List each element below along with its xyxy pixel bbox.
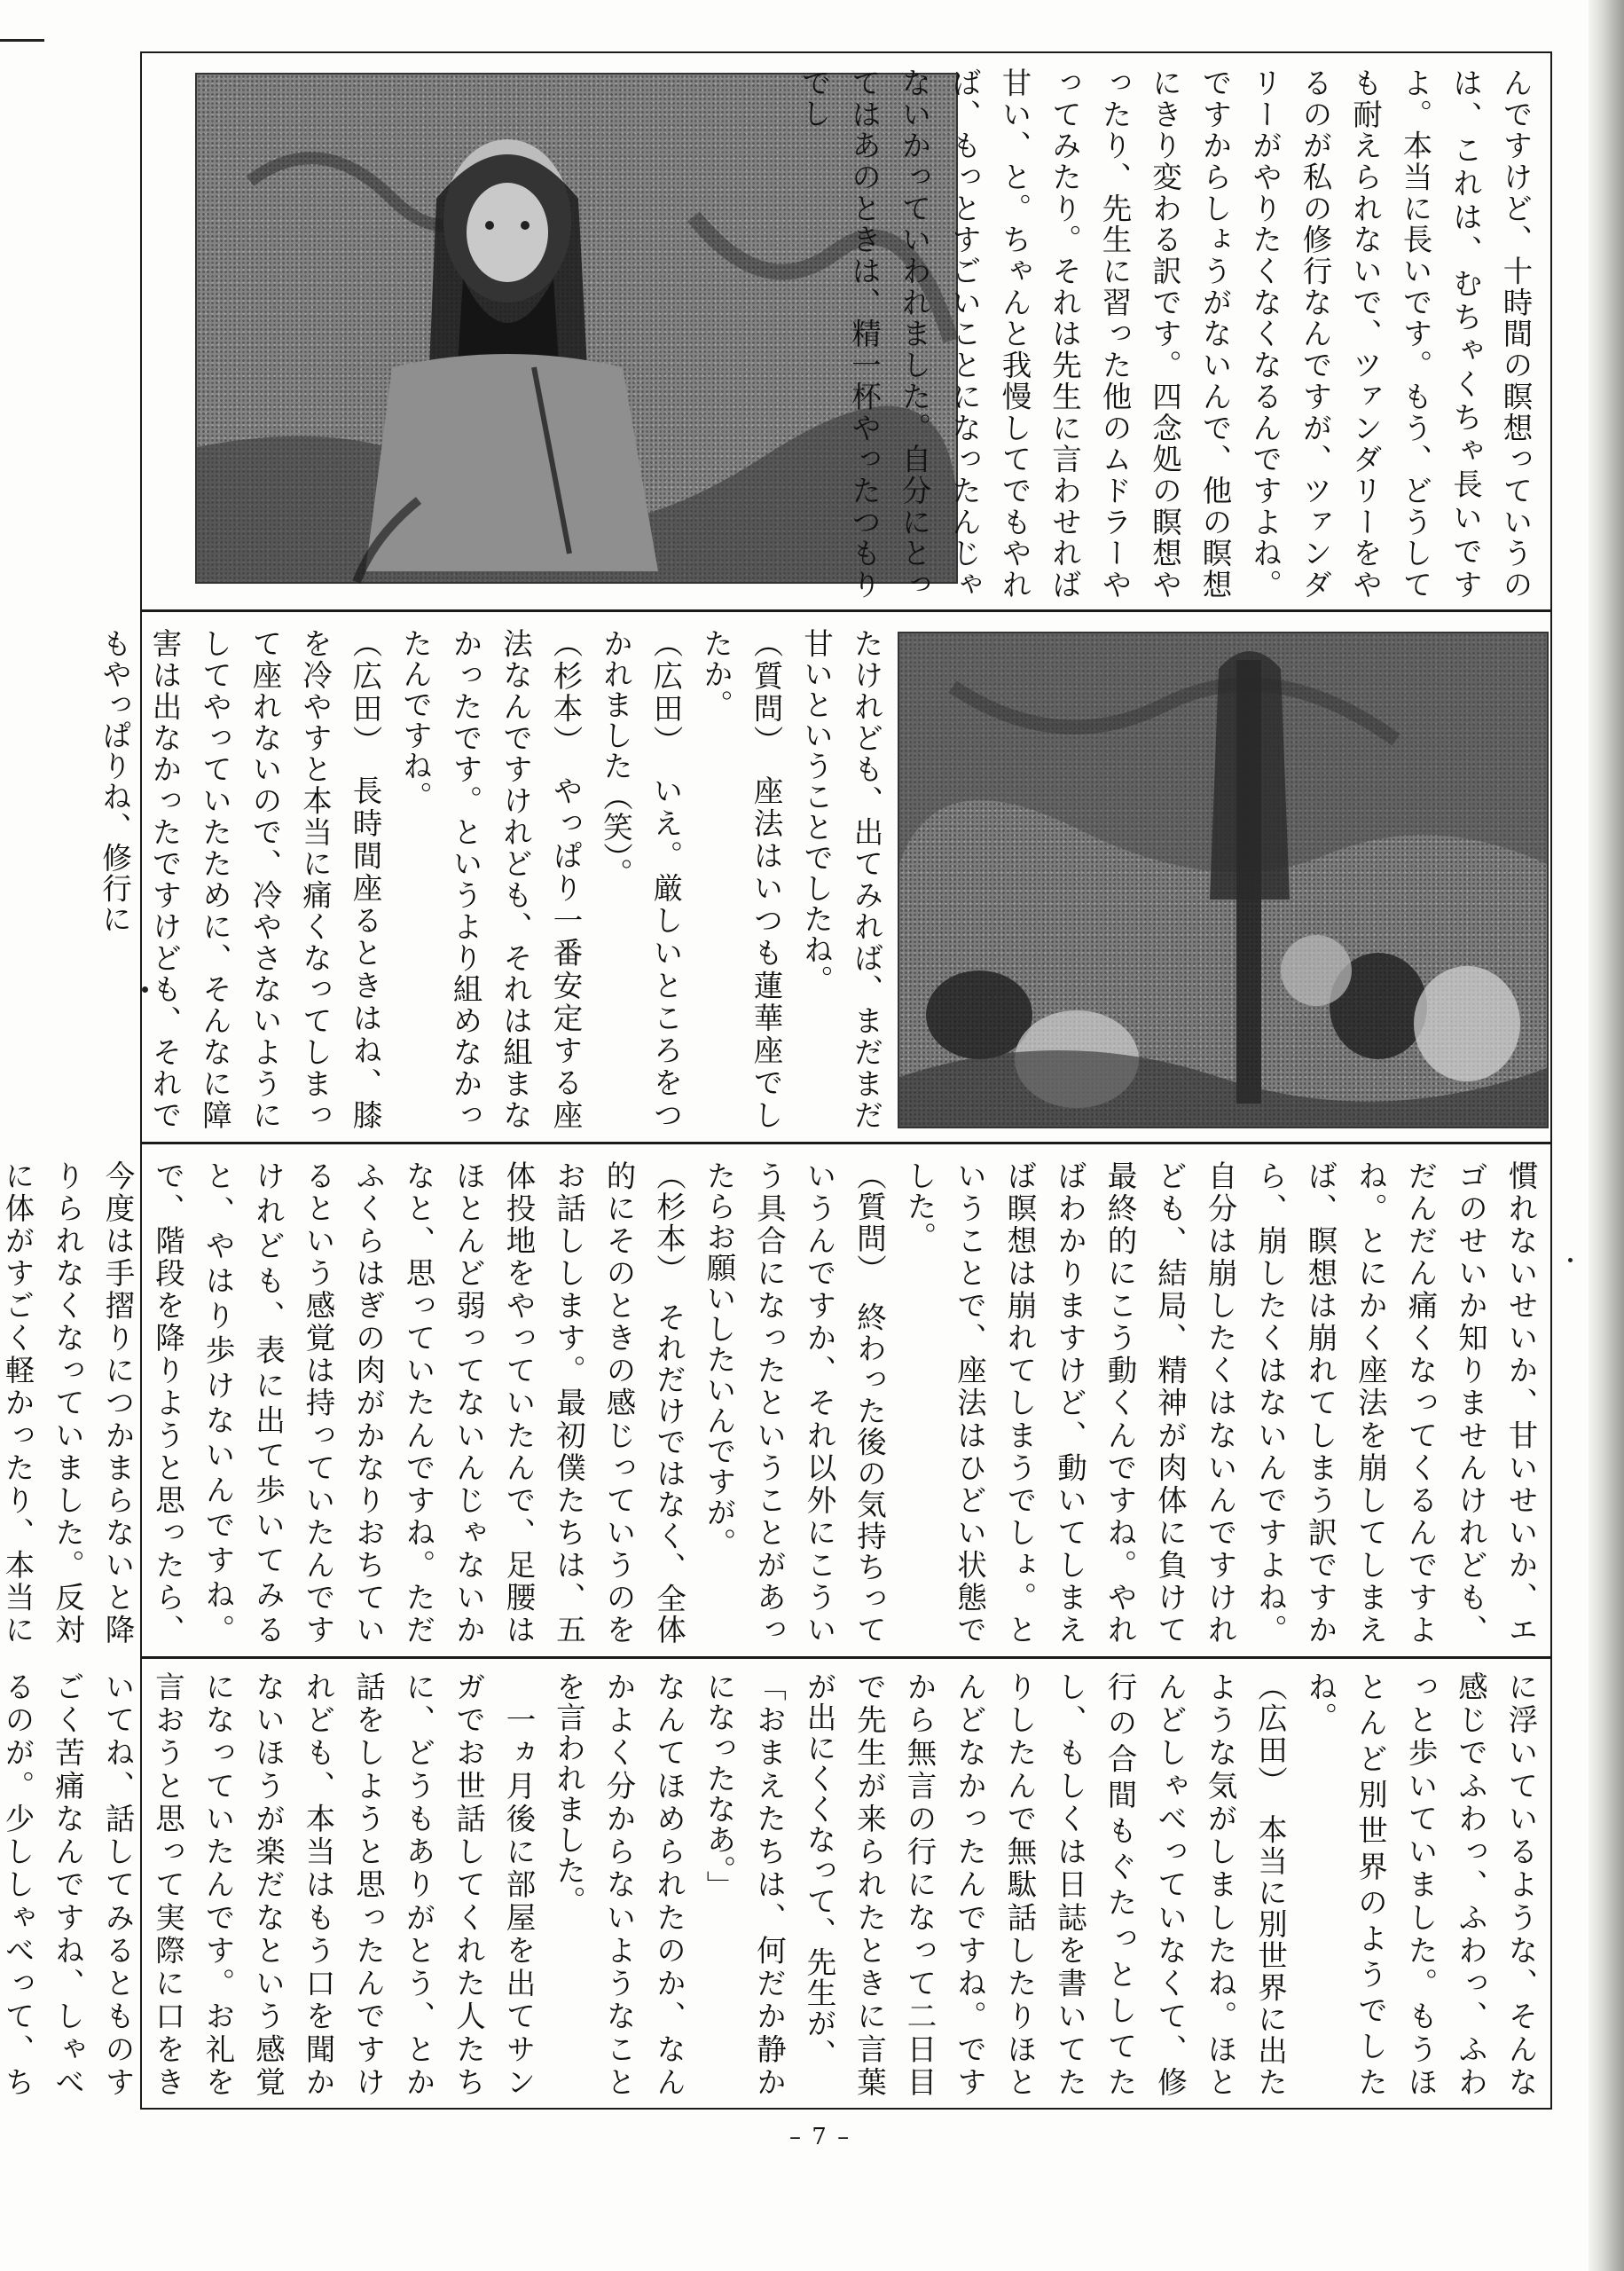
section-2 bbox=[97, 612, 1550, 1144]
section-1 bbox=[142, 53, 1550, 612]
article-text-column-4: に浮いているような、そんな感じでふわっ、ふわっ、ふわっと歩いていました。もうほとんど別世界のようでしたね。 （広田） 本当に別世界に出たような気がしましたね。ほとんどしゃべっていなくて、修行の合間もぐたっとしてたし、もしくは日誌を書いてたりしたんで無駄話したりほとんどなかったんですね。ですから無言の行になって二日目で先生が来られたときに言葉が出にくくなって、先生が、 「おまえたちは、何だか静かになったなあ。」 なんてほめられたのか、なんかよく分からないようなことを言われました。 一ヵ月後に部屋を出てサンガでお世話してくれた人たちに、どうもありがとう、とか話をしようと思ったんですけれども、本当はもう口を聞かないほうが楽だなという感覚になっていたんです。お礼を言おうと思って実際に口をきいてね、話してみるとものすごく苦痛なんですね、しゃべるのが。少ししゃべって、ち bbox=[0, 1671, 1538, 2097]
page-edge-shadow bbox=[1589, 0, 1624, 2271]
photo-group-scene bbox=[898, 632, 1549, 1128]
margin-dot bbox=[1568, 1258, 1573, 1262]
article-frame bbox=[0, 51, 1552, 2110]
page-number: – 7 – bbox=[789, 2124, 851, 2150]
article-text-column-2: たけれども、出てみれば、まだまだ甘いということでしたね。 （質問） 座法はいつも蓮華座でしたか。 （広田） いえ。厳しいところをつかれました（笑）。 （杉本） やっぱり一番安定する座法なんですけれども、それは組まなかったです。というより組めなかったんですね。 （広田） 長時間座るときはね、膝を冷やすと本当に痛くなってしまって座れないので、冷やさないようにしてやっていたために、そんなに障害は出なかったですけども、それでもやっぱりね、修行に bbox=[97, 628, 883, 1130]
section-4 bbox=[0, 1659, 1550, 2108]
binding-mark bbox=[0, 39, 44, 42]
article-text-column-3: 慣れないせいか、甘いせいか、エゴのせいか知りませんけれども、だんだん痛くなってくるんですよね。とにかく座法を崩してしまえば、瞑想は崩れてしまう訳ですから、崩したくはないんですよね。自分は崩したくはないんですけれども、結局、精神が肉体に負けて最終的にこう動くんですね。やればわかりますけど、動いてしまえば瞑想は崩れてしまうでしょ。ということで、座法はひどい状態でした。 （質問） 終わった後の気持ちっていうんですか、それ以外にこういう具合になったということがあったらお願いしたいんですが。 （杉本） それだけではなく、全体的にそのときの感じっていうのをお話しします。最初僕たちは、五体投地をやっていたんで、足腰はほとんど弱ってないんじゃないかなと、思っていたんですね。ただふくらはぎの肉がかなりおちているという感覚は持っていたんですけれども、表に出て歩いてみると、やはり歩けないんですね。で、階段を降りようと思ったら、今度は手摺りにつかまらないと降りられなくなっていました。反対に体がすごく軽かったり、本当に bbox=[0, 1160, 1538, 1646]
section-3 bbox=[0, 1144, 1550, 1659]
article-text-column-1: んですけど、十時間の瞑想っていうのは、これは、むちゃくちゃ長いですよ。本当に長いです。もう、どうしても耐えられないで、ツァンダリーをやるのが私の修行なんですが、ツァンダリーがやりたくなくなるんですよね。ですからしょうがないんで、他の瞑想にきり変わる訳です。四念処の瞑想やったり、先生に習った他のムドラーやってみたり。それは先生に言わせれば甘い、と。ちゃんと我慢してでもやれば、もっとすごいことになったんじゃないかっていわれました。自分にとってはあのときは、精一杯やったつもりでし bbox=[796, 67, 1533, 600]
